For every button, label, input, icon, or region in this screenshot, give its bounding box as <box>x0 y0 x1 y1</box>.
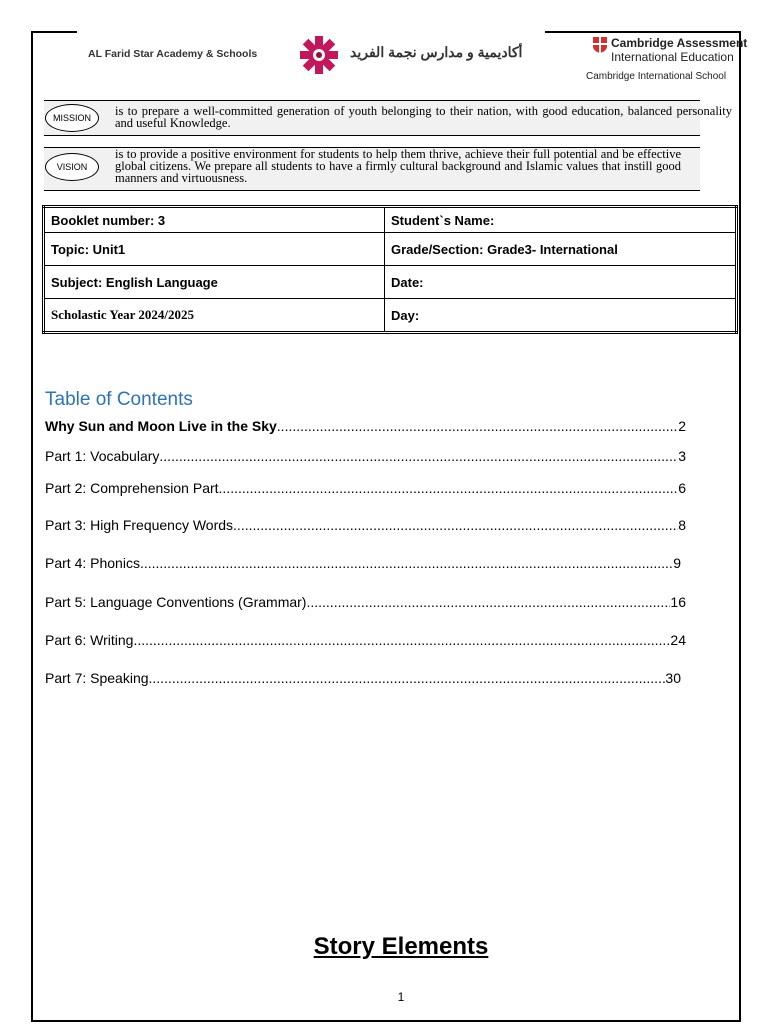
toc-item-label: Part 4: Phonics <box>45 555 140 571</box>
toc-item[interactable] <box>45 517 686 533</box>
mission-text: is to prepare a well-committed generation of youth belonging to their nation, with good education, balanced personality and useful Knowledge. <box>115 104 732 130</box>
student-name-field[interactable]: Student`s Name: <box>385 207 737 233</box>
toc-item-page: 2 <box>678 418 686 434</box>
toc-item-label: Part 7: Speaking <box>45 670 149 686</box>
cambridge-school-label: Cambridge International School <box>586 71 727 82</box>
toc-item-page: 3 <box>678 448 686 464</box>
toc-item-label: Part 3: High Frequency Words <box>45 517 234 533</box>
toc-item-label: Part 5: Language Conventions (Grammar) <box>45 594 307 610</box>
toc-item-page: 9 <box>673 555 681 571</box>
toc-item-label: Part 2: Comprehension Part <box>45 480 219 496</box>
booklet-info-table <box>42 205 738 334</box>
toc-item[interactable] <box>45 632 686 648</box>
toc-item[interactable] <box>45 448 686 464</box>
toc-item[interactable] <box>45 670 681 686</box>
date-field[interactable]: Date: <box>385 266 737 299</box>
toc-item-page: 24 <box>670 632 686 648</box>
topic: Topic: Unit1 <box>44 233 385 266</box>
school-name-arabic: أكاديمية و مدارس نجمة الفريد <box>350 44 523 60</box>
toc-item-label: Why Sun and Moon Live in the Sky <box>45 418 277 434</box>
toc-title: Table of Contents <box>45 389 193 410</box>
vision-text: is to provide a positive environment for students to help them thrive, achieve their full potential and be effective global citizens. We prepare all students to have a firmly cultural background and Islamic values that instill good manners and virtuousness. <box>115 147 681 185</box>
toc-item-page: 8 <box>678 517 686 533</box>
toc-item[interactable] <box>45 480 686 496</box>
toc-item[interactable] <box>45 555 681 571</box>
toc-item[interactable] <box>45 418 686 434</box>
booklet-number: Booklet number: 3 <box>44 207 385 233</box>
star-logo-icon <box>286 34 352 76</box>
story-elements-heading: Story Elements <box>313 933 489 960</box>
cambridge-title: Cambridge Assessment <box>611 36 748 50</box>
page-number: 1 <box>397 990 405 1004</box>
toc-item-page: 16 <box>670 594 686 610</box>
grade-section: Grade/Section: Grade3- International <box>385 233 737 266</box>
toc-item-label: Part 6: Writing <box>45 632 134 648</box>
toc-item-label: Part 1: Vocabulary <box>45 448 160 464</box>
vision-badge: VISION <box>45 153 99 181</box>
cambridge-shield-icon <box>593 37 607 53</box>
toc-item-page: 6 <box>678 480 686 496</box>
school-name-english: AL Farid Star Academy & Schools <box>88 48 258 60</box>
toc-item-page: 30 <box>665 670 681 686</box>
day-field[interactable]: Day: <box>385 299 737 333</box>
toc-item[interactable] <box>45 594 686 610</box>
scholastic-year: Scholastic Year 2024/2025 <box>44 299 385 333</box>
subject: Subject: English Language <box>44 266 385 299</box>
mission-badge: MISSION <box>45 104 99 132</box>
cambridge-subtitle: International Education <box>611 50 734 64</box>
